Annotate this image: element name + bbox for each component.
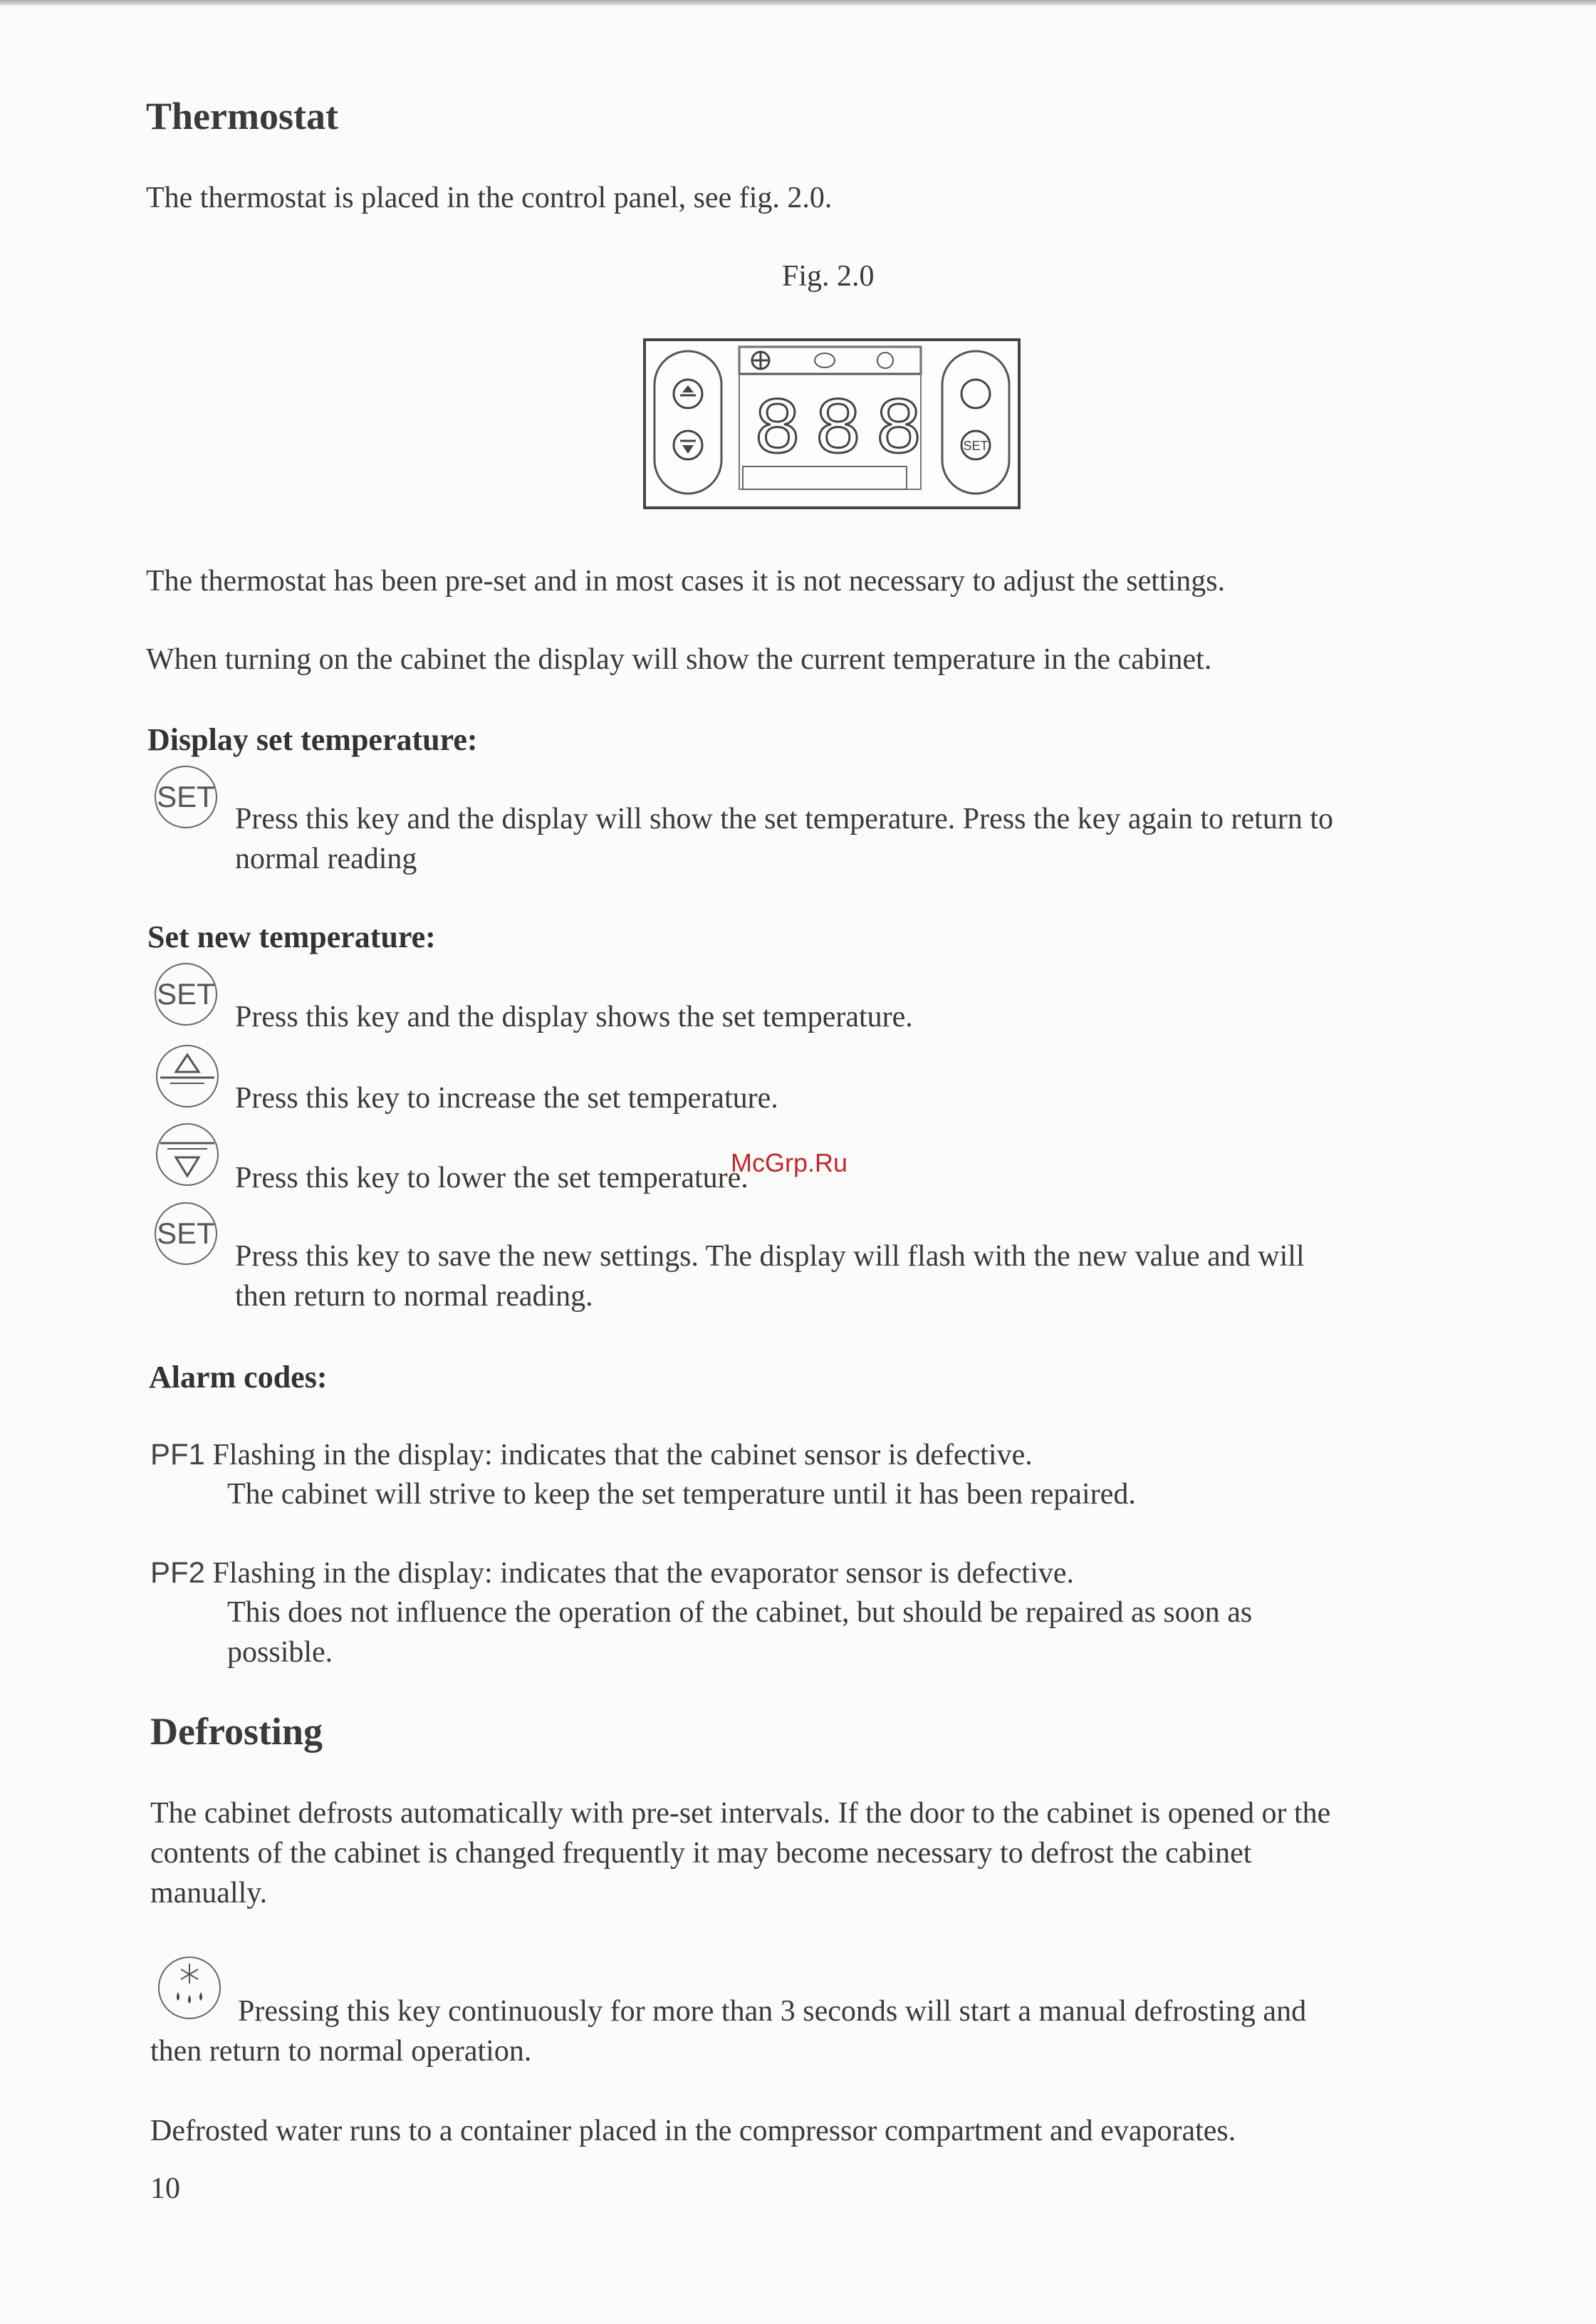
- heading-alarm-codes: Alarm codes:: [149, 1360, 328, 1395]
- set-key-icon: SET: [155, 766, 217, 828]
- section-title-thermostat: Thermostat: [146, 95, 338, 137]
- page-number: 10: [150, 2172, 180, 2205]
- figure-caption: Fig. 2.0: [782, 260, 875, 293]
- alarm-code-pf1: PF1: [150, 1437, 206, 1471]
- display-digits: 888: [753, 386, 936, 476]
- display-set-text-1: Press this key and the display will show the set temperature. Press the key again to return to: [235, 803, 1334, 835]
- watermark: McGrp.Ru: [731, 1148, 848, 1177]
- alarm-pf1-line2: The cabinet will strive to keep the set temperature until it has been repaired.: [227, 1478, 1136, 1511]
- section-title-defrosting: Defrosting: [150, 1710, 323, 1753]
- defrost-text-3: manually.: [150, 1877, 268, 1909]
- heading-set-new-temperature: Set new temperature:: [147, 919, 436, 954]
- defrost-key-text-2: then return to normal operation.: [150, 2035, 532, 2068]
- led-display: [753, 386, 936, 476]
- heading-display-set-temperature: Display set temperature:: [147, 722, 478, 757]
- defrost-drops-icon: [157, 1955, 222, 2021]
- alarm-pf2-line2: This does not influence the operation of the cabinet, but should be repaired as soon as: [227, 1596, 1253, 1629]
- down-arrow-icon: [155, 1122, 220, 1187]
- turning-on-text: When turning on the cabinet the display will show the current temperature in the cabinet.: [146, 643, 1212, 676]
- defrost-water-text: Defrosted water runs to a container placed in the compressor compartment and evaporates.: [150, 2115, 1236, 2147]
- alarm-pf2-text: Flashing in the display: indicates that the evaporator sensor is defective.: [212, 1557, 1075, 1590]
- alarm-code-pf2: PF2: [150, 1556, 206, 1589]
- thermostat-intro: The thermostat is placed in the control panel, see fig. 2.0.: [146, 182, 833, 214]
- alarm-pf2-line1: [150, 1553, 1074, 1593]
- step-3-text: Press this key to lower the set temperature.: [235, 1162, 749, 1194]
- step-2-text: Press this key to increase the set temperature.: [235, 1082, 778, 1115]
- set-key-icon: SET: [155, 963, 217, 1026]
- scan-edge: [0, 0, 1596, 6]
- step-1-text: Press this key and the display shows the set temperature.: [235, 1001, 913, 1033]
- display-set-text-2: normal reading: [235, 843, 417, 875]
- control-panel-figure: [643, 338, 1021, 509]
- defrost-text-2: contents of the cabinet is changed frequently it may become necessary to defrost the cabinet: [150, 1837, 1252, 1870]
- set-key-icon: SET: [155, 1202, 217, 1265]
- alarm-pf1-line1: [150, 1434, 1033, 1475]
- step-4-text-2: then return to normal reading.: [235, 1280, 593, 1313]
- panel-set-label: SET: [963, 439, 989, 453]
- alarm-pf1-text: Flashing in the display: indicates that the cabinet sensor is defective.: [212, 1439, 1033, 1471]
- up-arrow-icon: [155, 1043, 220, 1109]
- defrost-key-text-1: Pressing this key continuously for more than 3 seconds will start a manual defrosting and: [238, 1995, 1307, 2028]
- alarm-pf2-line3: possible.: [227, 1636, 333, 1669]
- preset-text: The thermostat has been pre-set and in most cases it is not necessary to adjust the settings.: [146, 565, 1226, 598]
- step-4-text-1: Press this key to save the new settings. The display will flash with the new value and will: [235, 1240, 1305, 1273]
- defrost-text-1: The cabinet defrosts automatically with pre-set intervals. If the door to the cabinet is opened or the: [150, 1797, 1331, 1830]
